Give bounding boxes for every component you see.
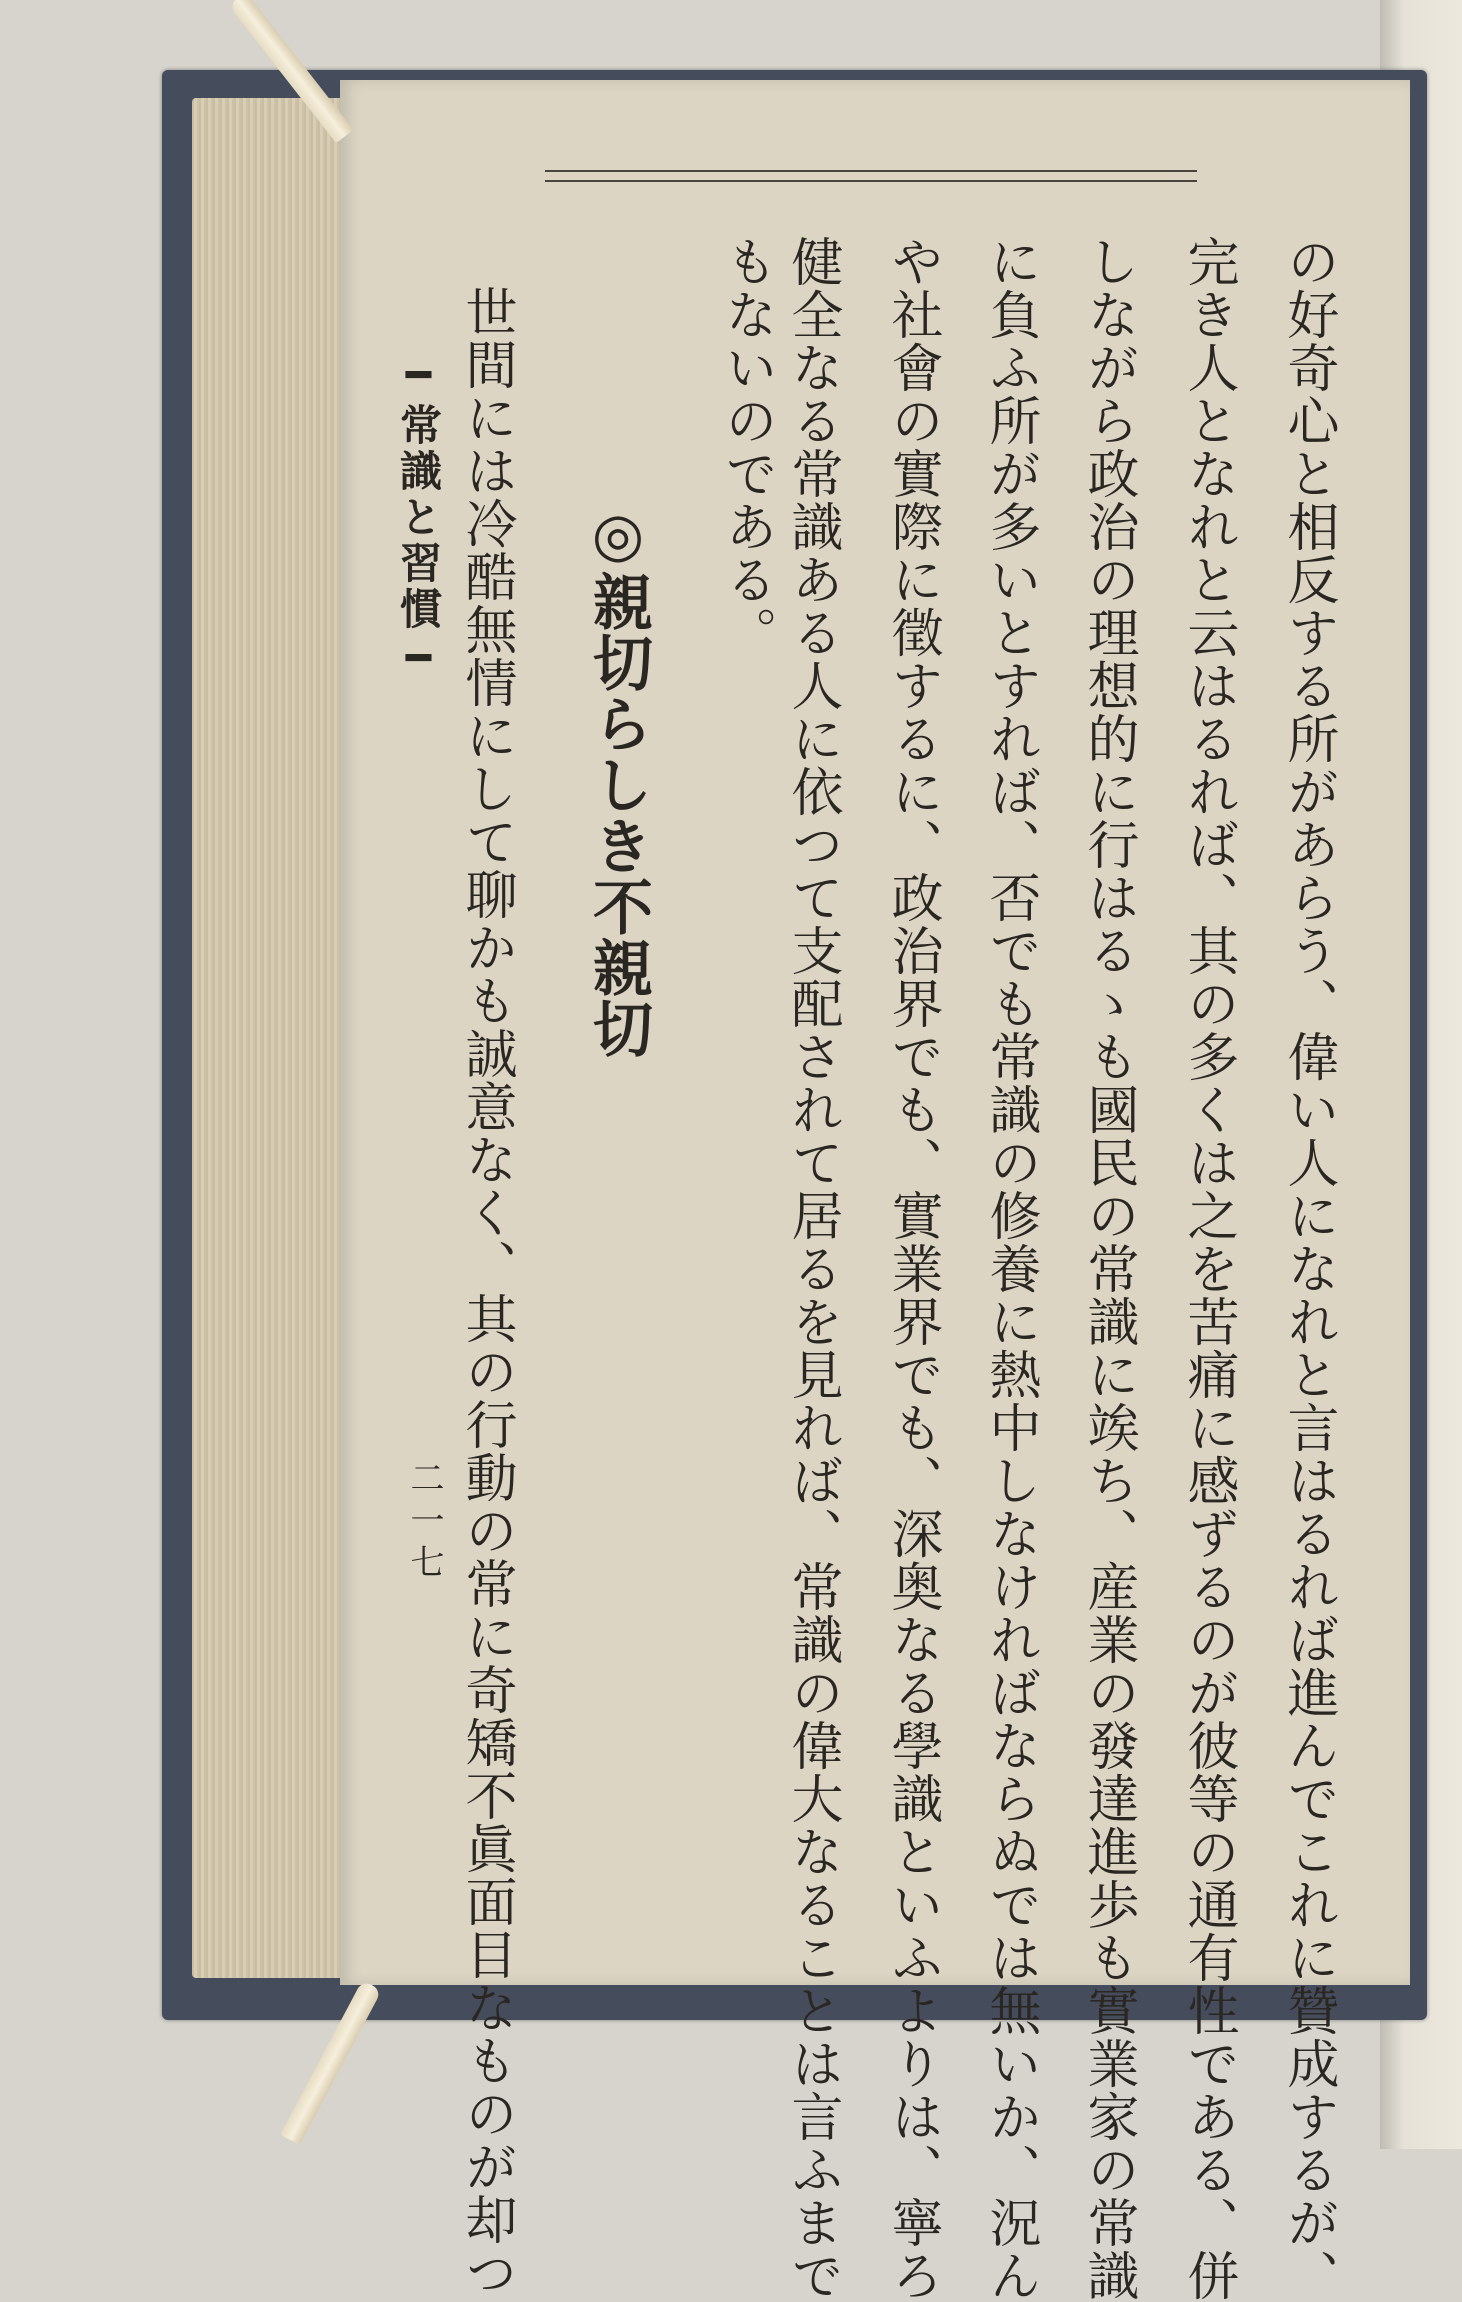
header-rule-bottom <box>545 180 1197 182</box>
body-column-3: しながら政治の理想的に行はるゝも國民の常識に竢ち、産業の發達進歩も實業家の常識 <box>1078 235 1138 2302</box>
header-rule-top <box>545 170 1197 172</box>
body-column-5: や社會の實際に徵するに、政治界でも、實業界でも、深奥なる學識といふよりは、寧ろ <box>882 235 942 2302</box>
body-column-6: 健全なる常識ある人に依つて支配されて居るを見れば、常識の偉大なることは言ふまで <box>782 235 842 2302</box>
body-column-2: 完き人となれと云はるれば、其の多くは之を苦痛に感ずるのが彼等の通有性である、併 <box>1178 235 1238 2302</box>
running-head: ━常識と習慣━ <box>394 350 443 686</box>
page-number: 二一七 <box>404 1460 444 1586</box>
section-heading: ◎親切らしき不親切 <box>583 500 653 1059</box>
body-column-7: もないのである。 <box>716 235 776 659</box>
section-column-1: 世間には冷酷無情にして聊かも誠意なく、其の行動の常に奇矯不眞面目なものが却つ <box>456 285 516 2299</box>
page-block-edges <box>192 98 342 1978</box>
body-column-4: に負ふ所が多いとすれば、否でも常識の修養に熱中しなければならぬでは無いか、況ん <box>980 235 1040 2302</box>
body-column-1: の好奇心と相反する所があらう、偉い人になれと言はるれば進んでこれに贊成するが、 <box>1278 235 1338 2302</box>
